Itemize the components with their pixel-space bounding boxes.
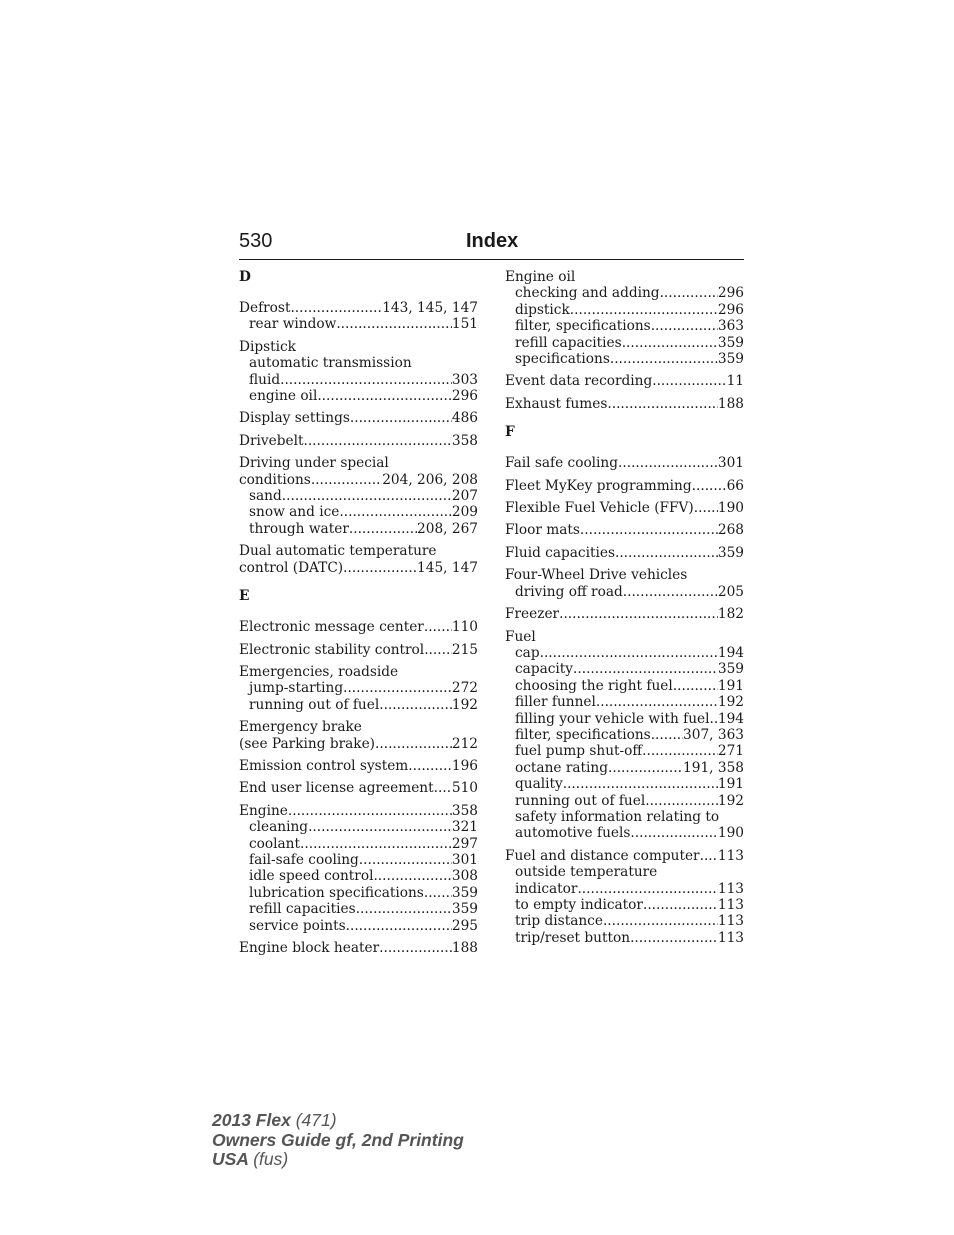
- page-reference: 295: [451, 917, 478, 934]
- index-subentry: [505, 318, 744, 334]
- page-reference: 272: [451, 680, 478, 697]
- page-reference: 303: [451, 371, 478, 388]
- index-subentry: [505, 694, 744, 710]
- index-entry: [505, 567, 744, 600]
- page-reference: 192: [717, 694, 744, 711]
- index-term: [239, 719, 478, 735]
- index-entry: [239, 642, 478, 658]
- entry-text: control (DATC): [239, 559, 344, 576]
- page-reference: 110: [451, 619, 478, 636]
- dot-leader: [615, 545, 718, 561]
- page-reference: 145, 147: [417, 559, 478, 576]
- index-subentry: [239, 521, 478, 537]
- entry-text: coolant: [249, 835, 301, 852]
- dot-leader: [652, 373, 726, 389]
- entry-text: Emission control system: [239, 757, 409, 774]
- index-subentry: [239, 836, 478, 852]
- page-reference: 191, 358: [683, 759, 744, 776]
- dot-leader: [280, 372, 452, 388]
- entry-text: Floor mats: [505, 522, 580, 539]
- index-term: [239, 803, 478, 819]
- entry-text: engine oil: [249, 388, 318, 405]
- page-reference: 151: [451, 316, 478, 333]
- entry-text: trip/reset button: [515, 929, 631, 946]
- page-reference: 308: [451, 868, 478, 885]
- entry-text: Emergencies, roadside: [239, 663, 399, 680]
- index-entry: [239, 780, 478, 796]
- entry-text: automotive fuels: [515, 825, 631, 842]
- entry-text: fuel pump shut-off: [515, 743, 643, 760]
- entry-text: automatic transmission: [249, 355, 412, 372]
- index-subentry: [505, 584, 744, 600]
- index-term: [505, 522, 744, 538]
- entry-text: safety information relating to: [515, 808, 720, 825]
- page-reference: 190: [717, 500, 744, 517]
- page-reference: 113: [717, 847, 744, 864]
- page-reference: 194: [717, 710, 744, 727]
- dot-leader: [424, 885, 452, 901]
- index-term: [505, 269, 744, 285]
- index-subentry: [505, 825, 744, 841]
- page-title: Index: [466, 230, 519, 252]
- dot-leader: [623, 584, 718, 600]
- dot-leader: [290, 300, 382, 316]
- page-reference: 271: [717, 743, 744, 760]
- entry-text: quality: [515, 776, 563, 793]
- dot-leader: [673, 678, 718, 694]
- entry-text: End user license agreement: [239, 780, 434, 797]
- index-subentry: [239, 355, 478, 371]
- index-term: [239, 619, 478, 635]
- entry-text: fail-safe cooling: [249, 851, 359, 868]
- dot-leader: [356, 901, 452, 917]
- index-entry: [239, 339, 478, 405]
- index-term: [505, 606, 744, 622]
- entry-text: Four-Wheel Drive vehicles: [505, 567, 688, 584]
- index-term: [239, 736, 478, 752]
- index-subentry: [505, 897, 744, 913]
- entry-text: filling your vehicle with fuel: [515, 710, 710, 727]
- index-column-left: [239, 269, 478, 962]
- index-subentry: [505, 793, 744, 809]
- index-subentry: [505, 727, 744, 743]
- entry-text: Engine oil: [505, 269, 576, 285]
- index-entry: [239, 455, 478, 537]
- index-term: [505, 629, 744, 645]
- index-term: [239, 433, 478, 449]
- dot-leader: [350, 410, 452, 426]
- entry-text: rear window: [249, 316, 337, 333]
- page-reference: 296: [451, 388, 478, 405]
- entry-text: to empty indicator: [515, 897, 643, 913]
- entry-text: running out of fuel: [515, 792, 646, 809]
- page-reference: 113: [717, 913, 744, 930]
- dot-leader: [607, 396, 717, 412]
- footer-model-line: [212, 1111, 464, 1131]
- footer-model: 2013 Flex: [212, 1110, 291, 1130]
- dot-leader: [618, 455, 718, 471]
- entry-text: Engine block heater: [239, 940, 380, 956]
- entry-text: Exhaust fumes: [505, 395, 608, 412]
- dot-leader: [651, 727, 683, 743]
- entry-text: indicator: [515, 880, 578, 897]
- index-entry: [505, 478, 744, 494]
- index-term: [505, 848, 744, 864]
- entry-text: Dipstick: [239, 338, 296, 355]
- page-reference: 191: [717, 677, 744, 694]
- index-subentry: [239, 852, 478, 868]
- entry-text: Fleet MyKey programming: [505, 477, 692, 494]
- index-entry: [505, 629, 744, 842]
- entry-text: cap: [515, 644, 540, 661]
- page-reference: 510: [451, 780, 478, 797]
- index-subentry: [505, 930, 744, 946]
- dot-leader: [622, 335, 718, 351]
- index-term: [505, 567, 744, 583]
- dot-leader: [642, 743, 718, 759]
- index-term: [239, 780, 478, 796]
- index-entry: [505, 500, 744, 516]
- index-subentry: [505, 776, 744, 792]
- page-reference: 192: [717, 792, 744, 809]
- page-reference: 301: [451, 851, 478, 868]
- entry-text: Freezer: [505, 606, 560, 623]
- section-letter: D: [239, 269, 251, 285]
- dot-leader: [336, 316, 452, 332]
- page-number: 530: [239, 230, 273, 252]
- dot-leader: [339, 504, 451, 520]
- page-reference: 297: [451, 835, 478, 852]
- entry-text: refill capacities: [515, 334, 622, 351]
- page-reference: 359: [717, 351, 744, 368]
- page-reference: 113: [717, 880, 744, 897]
- entry-text: Dual automatic temperature: [239, 543, 437, 560]
- index-subentry: [239, 819, 478, 835]
- dot-leader: [603, 913, 718, 929]
- dot-leader: [563, 776, 718, 792]
- index-term: [239, 642, 478, 658]
- page-reference: 486: [451, 410, 478, 427]
- dot-leader: [651, 318, 718, 334]
- index-entry: [239, 543, 478, 576]
- dot-leader: [540, 645, 718, 661]
- page-reference: 212: [451, 735, 478, 752]
- dot-leader: [610, 351, 718, 367]
- index-subentry: [505, 351, 744, 367]
- dot-leader: [359, 852, 452, 868]
- entry-text: refill capacities: [249, 901, 356, 918]
- page-reference: 358: [451, 802, 478, 819]
- dot-leader: [434, 780, 452, 796]
- page-reference: 196: [451, 757, 478, 774]
- dot-leader: [379, 697, 452, 713]
- entry-text: running out of fuel: [249, 696, 380, 713]
- index-term: [505, 545, 744, 561]
- page-reference: 182: [717, 606, 744, 623]
- index-entry: [239, 300, 478, 333]
- index-entry: [505, 396, 744, 412]
- dot-leader: [373, 868, 451, 884]
- index-subentry: [239, 504, 478, 520]
- index-entry: [505, 269, 744, 367]
- entry-text: Flexible Fuel Vehicle (FFV): [505, 500, 694, 517]
- index-term: [239, 664, 478, 680]
- index-term: [239, 940, 478, 956]
- dot-leader: [379, 940, 452, 956]
- index-subentry: [505, 743, 744, 759]
- entry-text: Engine: [239, 802, 288, 819]
- index-entry: [239, 619, 478, 635]
- index-term: [505, 373, 744, 389]
- index-subentry: [239, 918, 478, 934]
- entry-text: Emergency brake: [239, 719, 362, 736]
- index-entry: [505, 606, 744, 622]
- page-header: [239, 228, 744, 260]
- page-reference: 11: [726, 373, 744, 390]
- dot-leader: [700, 848, 718, 864]
- entry-text: idle speed control: [249, 868, 374, 885]
- page-reference: 205: [717, 583, 744, 600]
- page-reference: 359: [717, 661, 744, 678]
- index-entry: [239, 433, 478, 449]
- entry-text: conditions: [239, 471, 311, 488]
- entry-text: cleaning: [249, 819, 309, 836]
- entry-text: Fuel and distance computer: [505, 847, 700, 864]
- index-subentry: [239, 885, 478, 901]
- entry-text: fluid: [249, 371, 281, 388]
- page-reference: 190: [717, 825, 744, 842]
- dot-leader: [630, 825, 717, 841]
- index-subentry: [505, 760, 744, 776]
- page-reference: 194: [717, 644, 744, 661]
- index-term: [505, 478, 744, 494]
- entry-text: capacity: [515, 661, 574, 678]
- index-term: [505, 396, 744, 412]
- entry-text: Driving under special: [239, 455, 389, 472]
- index-entry: [239, 719, 478, 752]
- page-reference: 296: [717, 285, 744, 302]
- dot-leader: [300, 836, 452, 852]
- index-column-right: [505, 269, 744, 952]
- page-reference: 307, 363: [683, 726, 744, 743]
- index-term: [239, 410, 478, 426]
- dot-leader: [580, 522, 718, 538]
- index-entry: [505, 373, 744, 389]
- entry-text: dipstick: [515, 301, 570, 318]
- entry-text: Display settings: [239, 410, 350, 427]
- index-subentry: [505, 678, 744, 694]
- dot-leader: [577, 881, 717, 897]
- page-reference: 204, 206, 208: [382, 471, 478, 488]
- page-reference: 359: [451, 901, 478, 918]
- entry-text: lubrication specifications: [249, 884, 424, 901]
- index-term: [505, 455, 744, 471]
- index-subentry: [505, 881, 744, 897]
- dot-leader: [559, 606, 718, 622]
- entry-text: Fail safe cooling: [505, 455, 619, 472]
- index-term: [239, 339, 478, 355]
- index-subentry: [505, 335, 744, 351]
- entry-text: Electronic stability control: [239, 641, 425, 658]
- index-subentry: [505, 285, 744, 301]
- dot-leader: [596, 694, 718, 710]
- entry-text: jump-starting: [249, 680, 344, 697]
- dot-leader: [346, 918, 452, 934]
- index-subentry: [505, 913, 744, 929]
- dot-leader: [424, 619, 452, 635]
- page-reference: 321: [451, 819, 478, 836]
- entry-text: Fuel: [505, 628, 536, 645]
- index-subentry: [505, 302, 744, 318]
- entry-text: snow and ice: [249, 504, 340, 521]
- footer-region: USA: [212, 1149, 249, 1169]
- section-letter: E: [239, 588, 250, 605]
- footer-guide: Owners Guide gf, 2nd Printing: [212, 1129, 464, 1150]
- page-reference: 359: [451, 884, 478, 901]
- footer-model-code: (471): [295, 1110, 337, 1130]
- page-reference: 296: [717, 301, 744, 318]
- dot-leader: [608, 760, 683, 776]
- dot-leader: [317, 388, 452, 404]
- index-entry: [239, 664, 478, 713]
- index-entry: [505, 522, 744, 538]
- page-reference: 143, 145, 147: [382, 300, 478, 316]
- index-entry: [239, 940, 478, 956]
- dot-leader: [303, 433, 451, 449]
- page-reference: 359: [717, 334, 744, 351]
- entry-text: service points: [249, 917, 346, 934]
- dot-leader: [660, 285, 718, 301]
- dot-leader: [308, 819, 452, 835]
- dot-leader: [570, 302, 718, 318]
- entry-text: filter, specifications: [515, 726, 651, 743]
- dot-leader: [630, 930, 718, 946]
- index-term: [239, 300, 478, 316]
- entry-text: filter, specifications: [515, 318, 651, 335]
- index-subentry: [239, 868, 478, 884]
- entry-text: Defrost: [239, 300, 291, 316]
- index-subentry: [505, 864, 744, 880]
- page-reference: 191: [717, 776, 744, 793]
- entry-text: outside temperature: [515, 864, 658, 881]
- index-entry: [505, 545, 744, 561]
- page-reference: 207: [451, 488, 478, 505]
- entry-text: checking and adding: [515, 285, 660, 302]
- page-reference: 215: [451, 641, 478, 658]
- index-subentry: [239, 680, 478, 696]
- index-term: [239, 543, 478, 559]
- entry-text: through water: [249, 520, 349, 537]
- index-subentry: [505, 645, 744, 661]
- index-entry: [239, 410, 478, 426]
- entry-text: Drivebelt: [239, 432, 304, 449]
- index-subentry: [239, 488, 478, 504]
- entry-text: trip distance: [515, 913, 603, 930]
- page-reference: 188: [451, 940, 478, 956]
- index-term: [239, 560, 478, 576]
- index-term: [239, 758, 478, 774]
- dot-leader: [424, 642, 452, 658]
- dot-leader: [288, 803, 452, 819]
- page-reference: 301: [717, 455, 744, 472]
- dot-leader: [282, 488, 452, 504]
- entry-text: octane rating: [515, 759, 608, 776]
- entry-text: driving off road: [515, 583, 623, 600]
- dot-leader: [311, 472, 382, 488]
- index-subentry: [239, 901, 478, 917]
- index-subentry: [505, 711, 744, 727]
- footer-region-code: (fus): [253, 1149, 289, 1169]
- entry-text: (see Parking brake): [239, 735, 376, 752]
- dot-leader: [694, 500, 718, 516]
- index-entry: [239, 758, 478, 774]
- entry-text: filler funnel: [515, 694, 596, 711]
- index-subentry: [505, 809, 744, 825]
- page-footer: [212, 1111, 464, 1170]
- index-term: [239, 455, 478, 471]
- footer-region-line: [212, 1150, 464, 1170]
- page-reference: 113: [717, 929, 744, 946]
- dot-leader: [375, 736, 452, 752]
- dot-leader: [408, 758, 452, 774]
- index-subentry: [239, 316, 478, 332]
- index-subentry: [239, 388, 478, 404]
- dot-leader: [343, 560, 417, 576]
- dot-leader: [643, 897, 718, 913]
- page-reference: 208, 267: [417, 520, 478, 537]
- dot-leader: [343, 680, 452, 696]
- index-subentry: [505, 661, 744, 677]
- section-letter: F: [505, 424, 515, 441]
- entry-text: sand: [249, 488, 282, 505]
- page-reference: 209: [451, 504, 478, 521]
- page-reference: 363: [717, 318, 744, 335]
- dot-leader: [645, 793, 718, 809]
- page-reference: 358: [451, 432, 478, 449]
- dot-leader: [349, 521, 417, 537]
- page-reference: 268: [717, 522, 744, 539]
- page-reference: 192: [451, 696, 478, 713]
- dot-leader: [692, 478, 727, 494]
- index-term: [239, 472, 478, 488]
- index-subentry: [239, 697, 478, 713]
- entry-text: choosing the right fuel: [515, 677, 673, 694]
- index-entry: [239, 803, 478, 934]
- dot-leader: [710, 711, 718, 727]
- index-term: [505, 500, 744, 516]
- index-entry: [505, 848, 744, 946]
- entry-text: Event data recording: [505, 373, 653, 390]
- page-reference: 66: [726, 477, 744, 494]
- index-subentry: [239, 372, 478, 388]
- entry-text: Electronic message center: [239, 619, 424, 636]
- dot-leader: [573, 661, 718, 677]
- page-reference: 188: [717, 395, 744, 412]
- entry-text: Fluid capacities: [505, 544, 615, 561]
- entry-text: specifications: [515, 351, 610, 368]
- page-reference: 359: [717, 544, 744, 561]
- page-reference: 113: [717, 897, 744, 913]
- index-entry: [505, 455, 744, 471]
